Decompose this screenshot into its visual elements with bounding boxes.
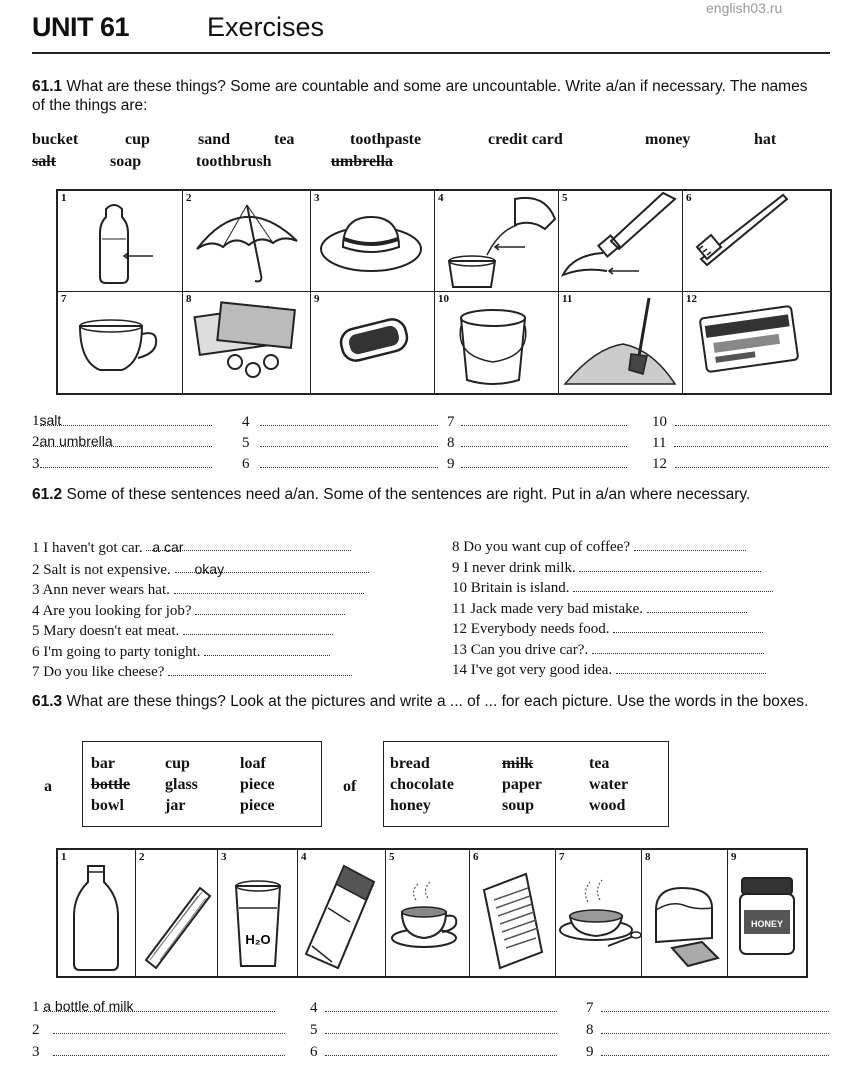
ex1-picture-grid [56,189,832,395]
money-icon [183,292,311,393]
sentence-row[interactable]: 13 Can you drive car?. [452,640,832,661]
chocolate-bar-icon [298,850,386,976]
svg-text:H₂O: H₂O [245,932,271,947]
wood-plank-icon [136,850,218,976]
answer-line[interactable]: 3 [32,454,212,473]
answer-line[interactable]: 12 [652,454,829,473]
article-a: a [44,778,52,795]
answer-line[interactable]: 5 [242,433,438,452]
answer-line[interactable]: 9 [586,1042,829,1061]
word-item: tea [589,755,610,772]
substance-word-box [383,741,669,827]
sentence-row[interactable]: 5 Mary doesn't eat meat. [32,621,422,642]
answer-line[interactable]: 8 [586,1020,829,1039]
ex2-instruction-text: Some of these sentences need a/an. Some of the sentences are right. Put in a/an where necessary. [66,486,751,503]
picture-cell: 9 HONEY [728,850,806,976]
answer-line[interactable]: 11 [652,433,828,452]
page-title: Exercises [207,12,325,42]
answer-line[interactable]: 7 [447,412,627,431]
picture-cell: 3 [311,191,435,292]
word-item: bar [91,755,115,772]
picture-cell: 7 [556,850,642,976]
picture-cell: 12 [683,292,830,393]
sentence-row[interactable]: 9 I never drink milk. [452,558,832,579]
answer-line[interactable]: 8 [447,433,627,452]
word-item: cup [165,755,190,772]
soap-icon [311,292,435,393]
word-item: wood [589,797,626,814]
water-glass-icon [218,850,298,976]
bread-loaf-icon [642,850,728,976]
ex1-number: 61.1 [32,78,63,95]
answer-line[interactable]: 6 [242,454,438,473]
paper-sheet-icon [470,850,556,976]
word-item: paper [502,776,542,793]
picture-cell: 3 H₂O [218,850,298,976]
picture-cell: 5 [559,191,683,292]
word-item: jar [165,797,186,814]
word-item: soup [502,797,535,814]
picture-cell: 1 [58,191,183,292]
answer-text: salt [39,412,62,428]
picture-cell: 4 [435,191,559,292]
word-item: chocolate [390,776,454,793]
word-item: cup [125,131,150,148]
sentence-row[interactable]: 6 I'm going to party tonight. [32,642,422,663]
word-item: sand [198,131,231,148]
answer-text: okay [194,560,225,577]
teacup-icon [386,850,470,976]
word-item: honey [390,797,431,814]
sentence-row[interactable]: 8 Do you want cup of coffee? [452,537,832,558]
word-item: toothpaste [350,131,422,148]
ex3-instruction [32,692,822,711]
cup-icon [58,292,183,393]
ex2-left-column [32,537,422,683]
word-item: piece [240,776,275,793]
credit-card-icon [683,292,830,393]
picture-cell: 4 [298,850,386,976]
picture-cell: 2 [136,850,218,976]
picture-cell: 8 [642,850,728,976]
sentence-row[interactable]: 14 I've got very good idea. [452,660,832,681]
ex3-picture-strip [56,848,808,978]
picture-cell: 5 [386,850,470,976]
answer-line[interactable]: 4 [310,998,557,1017]
picture-cell: 9 [311,292,435,393]
honey-jar-icon [728,850,806,976]
ex3-instruction-text: What are these things? Look at the pictures and write a ... of ... for each picture. Use the words in the boxes. [66,693,809,710]
word-item: loaf [240,755,266,772]
word-item-crossed: salt [32,153,56,170]
milk-bottle-icon [58,850,136,976]
word-item: bread [390,755,430,772]
answer-line[interactable]: 4 [242,412,438,431]
word-item: credit card [488,131,563,148]
sentence-row[interactable]: 12 Everybody needs food. [452,619,832,640]
sentence-row[interactable]: 3 Ann never wears hat. [32,580,422,601]
ex1-instruction [32,77,822,115]
answer-line[interactable]: 1salt [32,412,212,430]
picture-cell: 10 [435,292,559,393]
ex2-right-column [452,537,832,681]
picture-cell: 1 [58,850,136,976]
answer-line[interactable]: 9 [447,454,627,473]
word-item: glass [165,776,198,793]
word-item-crossed: umbrella [331,153,393,170]
svg-text:HONEY: HONEY [750,919,784,929]
ex3-number: 61.3 [32,693,63,710]
toothbrush-icon [683,191,830,292]
sentence-row[interactable]: 7 Do you like cheese? [32,662,422,683]
answer-text: a car [152,539,184,555]
word-item: piece [240,797,275,814]
sand-icon [559,292,683,393]
site-watermark: english03.ru [706,0,783,16]
picture-cell: 6 [683,191,830,292]
word-item: hat [754,131,777,148]
answer-line[interactable]: 1 a bottle of milk [32,998,275,1016]
bucket-icon [435,292,559,393]
unit-number: UNIT 61 [32,12,130,42]
sentence-row[interactable]: 11 Jack made very bad mistake. [452,599,832,620]
word-item: soap [110,153,142,170]
answer-line[interactable]: 2an umbrella [32,433,212,451]
answer-line[interactable]: 5 [310,1020,557,1039]
sentence-row[interactable]: 10 Britain is island. [452,578,832,599]
toothpaste-icon [559,191,683,292]
umbrella-icon [183,191,311,292]
word-item-crossed: bottle [91,776,131,793]
sentence-row[interactable]: 1 I haven't got car. a car [32,537,422,559]
salt-shaker-icon [58,191,183,292]
ex2-instruction [32,485,822,504]
picture-cell: 7 [58,292,183,393]
container-word-box [82,741,322,827]
word-item: bucket [32,131,79,148]
word-item: toothbrush [196,153,272,170]
picture-cell: 2 [183,191,311,292]
word-item: bowl [91,797,124,814]
answer-line[interactable]: 10 [652,412,829,431]
answer-line[interactable]: 3 [32,1042,285,1061]
ex1-instruction-text: What are these things? Some are countable and some are uncountable. Write a/an if necessary. The names of the things are: [32,78,808,114]
ex2-number: 61.2 [32,486,63,503]
answer-text: an umbrella [39,433,113,449]
hat-icon [311,191,435,292]
sentence-row[interactable]: 4 Are you looking for job? [32,601,422,622]
word-item-crossed: milk [502,755,534,772]
answer-line[interactable]: 6 [310,1042,557,1061]
answer-line[interactable]: 2 [32,1020,285,1039]
picture-cell: 11 [559,292,683,393]
word-item: water [589,776,629,793]
word-item: money [645,131,691,148]
header-rule [32,52,830,54]
picture-cell: 6 [470,850,556,976]
preposition-of: of [343,778,357,795]
tea-pouring-icon [435,191,559,292]
sentence-row[interactable]: 2 Salt is not expensive. okay [32,559,422,581]
picture-cell: 8 [183,292,311,393]
answer-line[interactable]: 7 [586,998,829,1017]
word-item: tea [274,131,295,148]
answer-text: a bottle of milk [43,998,134,1014]
soup-bowl-icon [556,850,642,976]
